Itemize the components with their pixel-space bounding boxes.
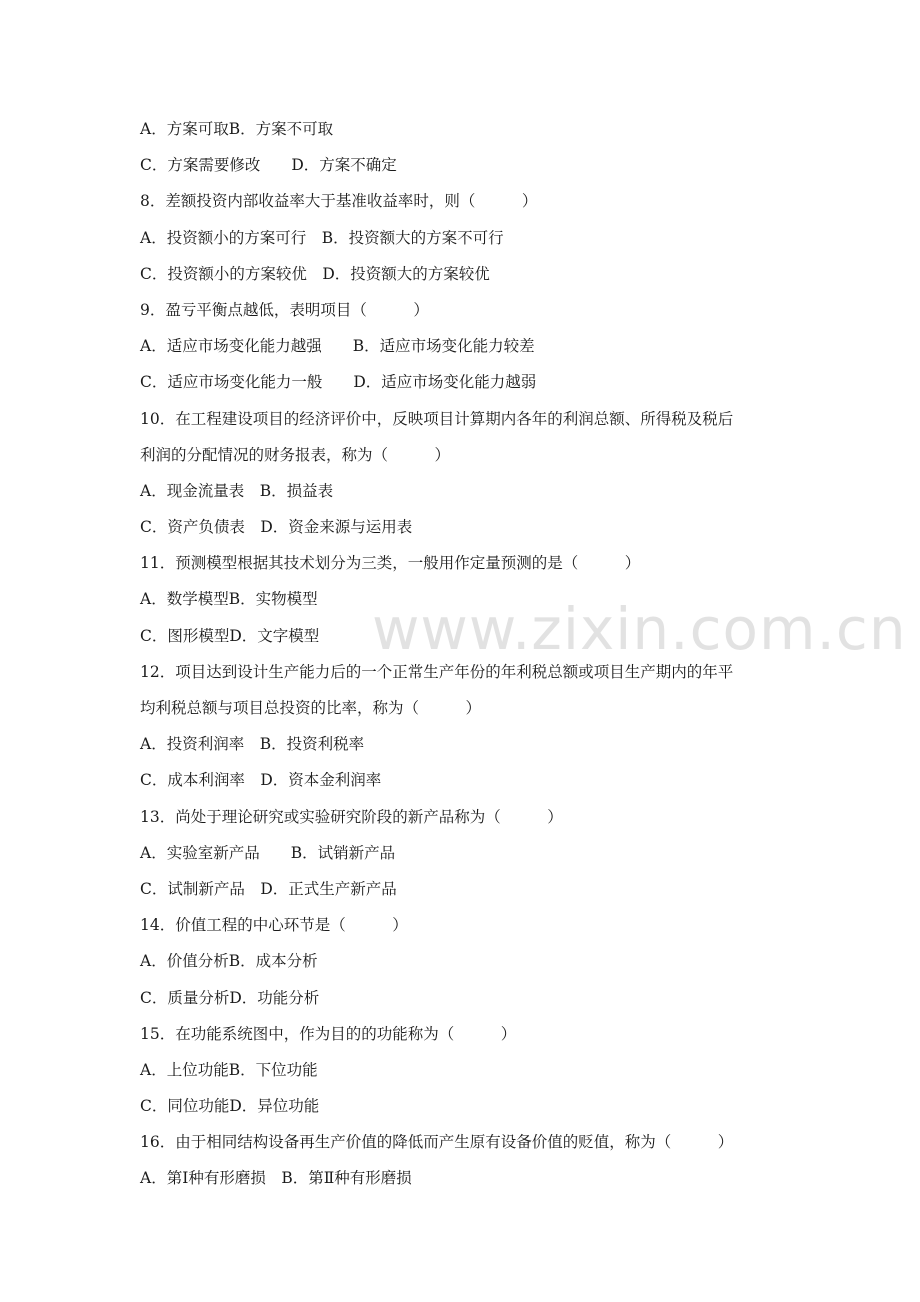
option-line: C．同位功能D．异位功能 xyxy=(140,1097,320,1116)
option-line: C．资产负债表 D．资金来源与运用表 xyxy=(140,518,413,537)
question-10-continued: 利润的分配情况的财务报表，称为（ ） xyxy=(140,445,451,464)
option-line: C．图形模型D．文字模型 xyxy=(140,626,320,645)
question-13: 13．尚处于理论研究或实验研究阶段的新产品称为（ ） xyxy=(140,807,563,826)
option-line: A．第Ⅰ种有形磨损 B．第Ⅱ种有形磨损 xyxy=(140,1169,412,1188)
option-line: C．投资额小的方案较优 D．投资额大的方案较优 xyxy=(140,264,490,283)
question-15: 15．在功能系统图中，作为目的的功能称为（ ） xyxy=(140,1024,517,1043)
question-8: 8．差额投资内部收益率大于基准收益率时，则（ ） xyxy=(140,192,538,211)
question-12: 12．项目达到设计生产能力后的一个正常生产年份的年利税总额或项目生产期内的年平 xyxy=(140,662,734,681)
option-line: A．实验室新产品 B．试销新产品 xyxy=(140,843,396,862)
option-line: A．适应市场变化能力越强 B．适应市场变化能力较差 xyxy=(140,337,535,356)
question-16: 16．由于相同结构设备再生产价值的降低而产生原有设备价值的贬值，称为（ ） xyxy=(140,1133,734,1152)
question-text xyxy=(140,111,790,1197)
option-line: A．现金流量表 B．损益表 xyxy=(140,481,334,500)
question-11: 11．预测模型根据其技术划分为三类，一般用作定量预测的是（ ） xyxy=(140,554,641,573)
option-line: A．投资利润率 B．投资利税率 xyxy=(140,735,365,754)
option-line: C．适应市场变化能力一般 D．适应市场变化能力越弱 xyxy=(140,373,537,392)
question-12-continued: 均利税总额与项目总投资的比率，称为（ ） xyxy=(140,699,482,717)
option-line: C．质量分析D．功能分析 xyxy=(140,988,320,1007)
watermark: www.zixin.com.cn xyxy=(372,595,907,663)
option-line: C．方案需要修改 D．方案不确定 xyxy=(140,156,397,175)
question-9: 9．盈亏平衡点越低，表明项目（ ） xyxy=(140,300,429,319)
question-10: 10．在工程建设项目的经济评价中，反映项目计算期内各年的利润总额、所得税及税后 xyxy=(140,409,734,428)
option-line: A．投资额小的方案可行 B．投资额大的方案不可行 xyxy=(140,228,504,247)
question-14: 14．价值工程的中心环节是（ ） xyxy=(140,916,408,935)
option-line: C．试制新产品 D．正式生产新产品 xyxy=(140,879,397,898)
option-line: A．上位功能B．下位功能 xyxy=(140,1060,318,1079)
option-line: A．数学模型B．实物模型 xyxy=(140,590,318,609)
option-line: A．价值分析B．成本分析 xyxy=(140,952,318,971)
option-line: C．成本利润率 D．资本金利润率 xyxy=(140,771,382,790)
option-line: A．方案可取B．方案不可取 xyxy=(140,120,334,138)
